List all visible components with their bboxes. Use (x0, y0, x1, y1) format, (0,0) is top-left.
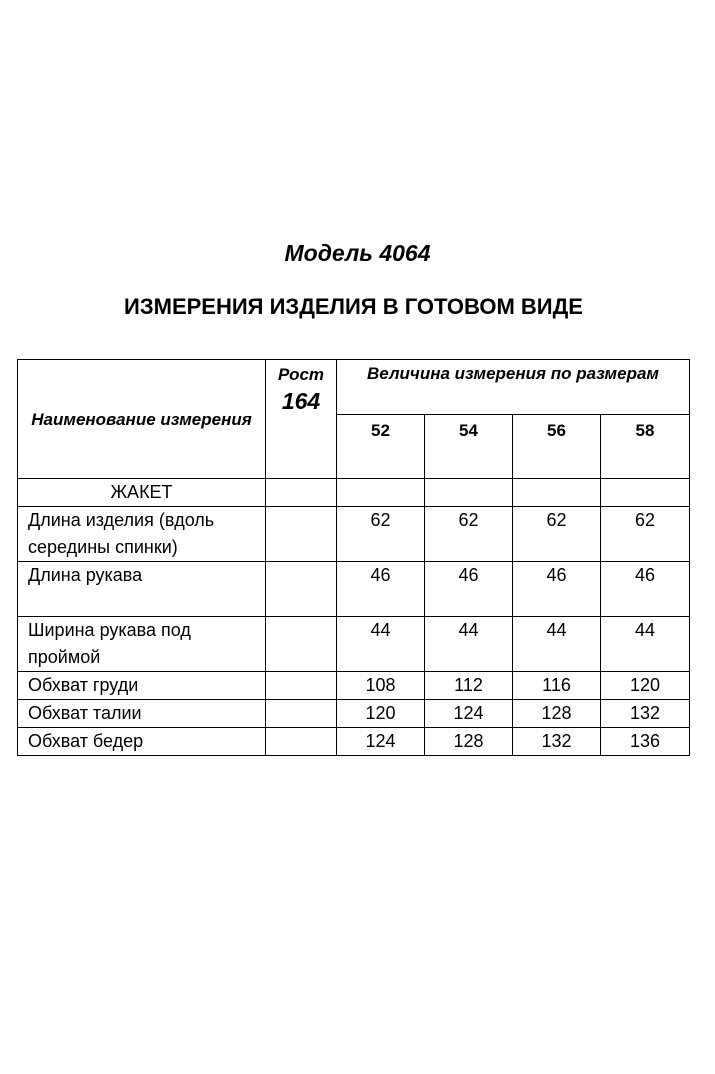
value-cell: 124 (425, 700, 513, 728)
header-size: 58 (601, 415, 690, 479)
value-cell: 62 (601, 507, 690, 562)
rost-cell (266, 507, 337, 562)
table-row (18, 672, 690, 700)
value-cell: 132 (601, 700, 690, 728)
value-cell: 46 (601, 562, 690, 617)
header-measurement-name: Наименование измерения (18, 360, 266, 479)
value-cell: 46 (513, 562, 601, 617)
empty-cell (425, 479, 513, 507)
value-cell: 128 (513, 700, 601, 728)
empty-cell (601, 479, 690, 507)
document-title: ИЗМЕРЕНИЯ ИЗДЕЛИЯ В ГОТОВОМ ВИДЕ (124, 294, 583, 319)
value-cell: 120 (337, 700, 425, 728)
table-row (18, 562, 690, 617)
rost-cell (266, 728, 337, 756)
value-cell: 62 (337, 507, 425, 562)
value-cell: 62 (513, 507, 601, 562)
rost-label: Рост (277, 365, 325, 384)
empty-cell (337, 479, 425, 507)
table-row (18, 700, 690, 728)
value-cell: 116 (513, 672, 601, 700)
rost-cell (266, 672, 337, 700)
value-cell: 44 (337, 617, 425, 672)
header-sizes-label: Величина измерения по размерам (337, 360, 690, 415)
section-label: ЖАКЕТ (18, 479, 266, 507)
rost-cell (266, 562, 337, 617)
value-cell: 44 (601, 617, 690, 672)
model-title: Модель 4064 (284, 240, 431, 266)
value-cell: 62 (425, 507, 513, 562)
value-cell: 46 (425, 562, 513, 617)
value-cell: 44 (425, 617, 513, 672)
table-row (18, 728, 690, 756)
value-cell: 136 (601, 728, 690, 756)
value-cell: 120 (601, 672, 690, 700)
row-name: Длина рукава (18, 562, 266, 617)
measurements-table (17, 359, 690, 756)
row-name: Обхват бедер (18, 728, 266, 756)
value-cell: 124 (337, 728, 425, 756)
value-cell: 46 (337, 562, 425, 617)
value-cell: 128 (425, 728, 513, 756)
table-row (18, 617, 690, 672)
header-size: 56 (513, 415, 601, 479)
header-size: 52 (337, 415, 425, 479)
value-cell: 108 (337, 672, 425, 700)
row-name: Обхват талии (18, 700, 266, 728)
rost-cell (266, 700, 337, 728)
table-row (18, 507, 690, 562)
value-cell: 132 (513, 728, 601, 756)
rost-value: 164 (281, 388, 321, 414)
rost-cell (266, 617, 337, 672)
empty-cell (266, 479, 337, 507)
header-rost (266, 360, 337, 479)
row-name: Длина изделия (вдоль середины спинки) (18, 507, 266, 562)
value-cell: 44 (513, 617, 601, 672)
header-size: 54 (425, 415, 513, 479)
row-name: Ширина рукава под проймой (18, 617, 266, 672)
row-name: Обхват груди (18, 672, 266, 700)
empty-cell (513, 479, 601, 507)
value-cell: 112 (425, 672, 513, 700)
